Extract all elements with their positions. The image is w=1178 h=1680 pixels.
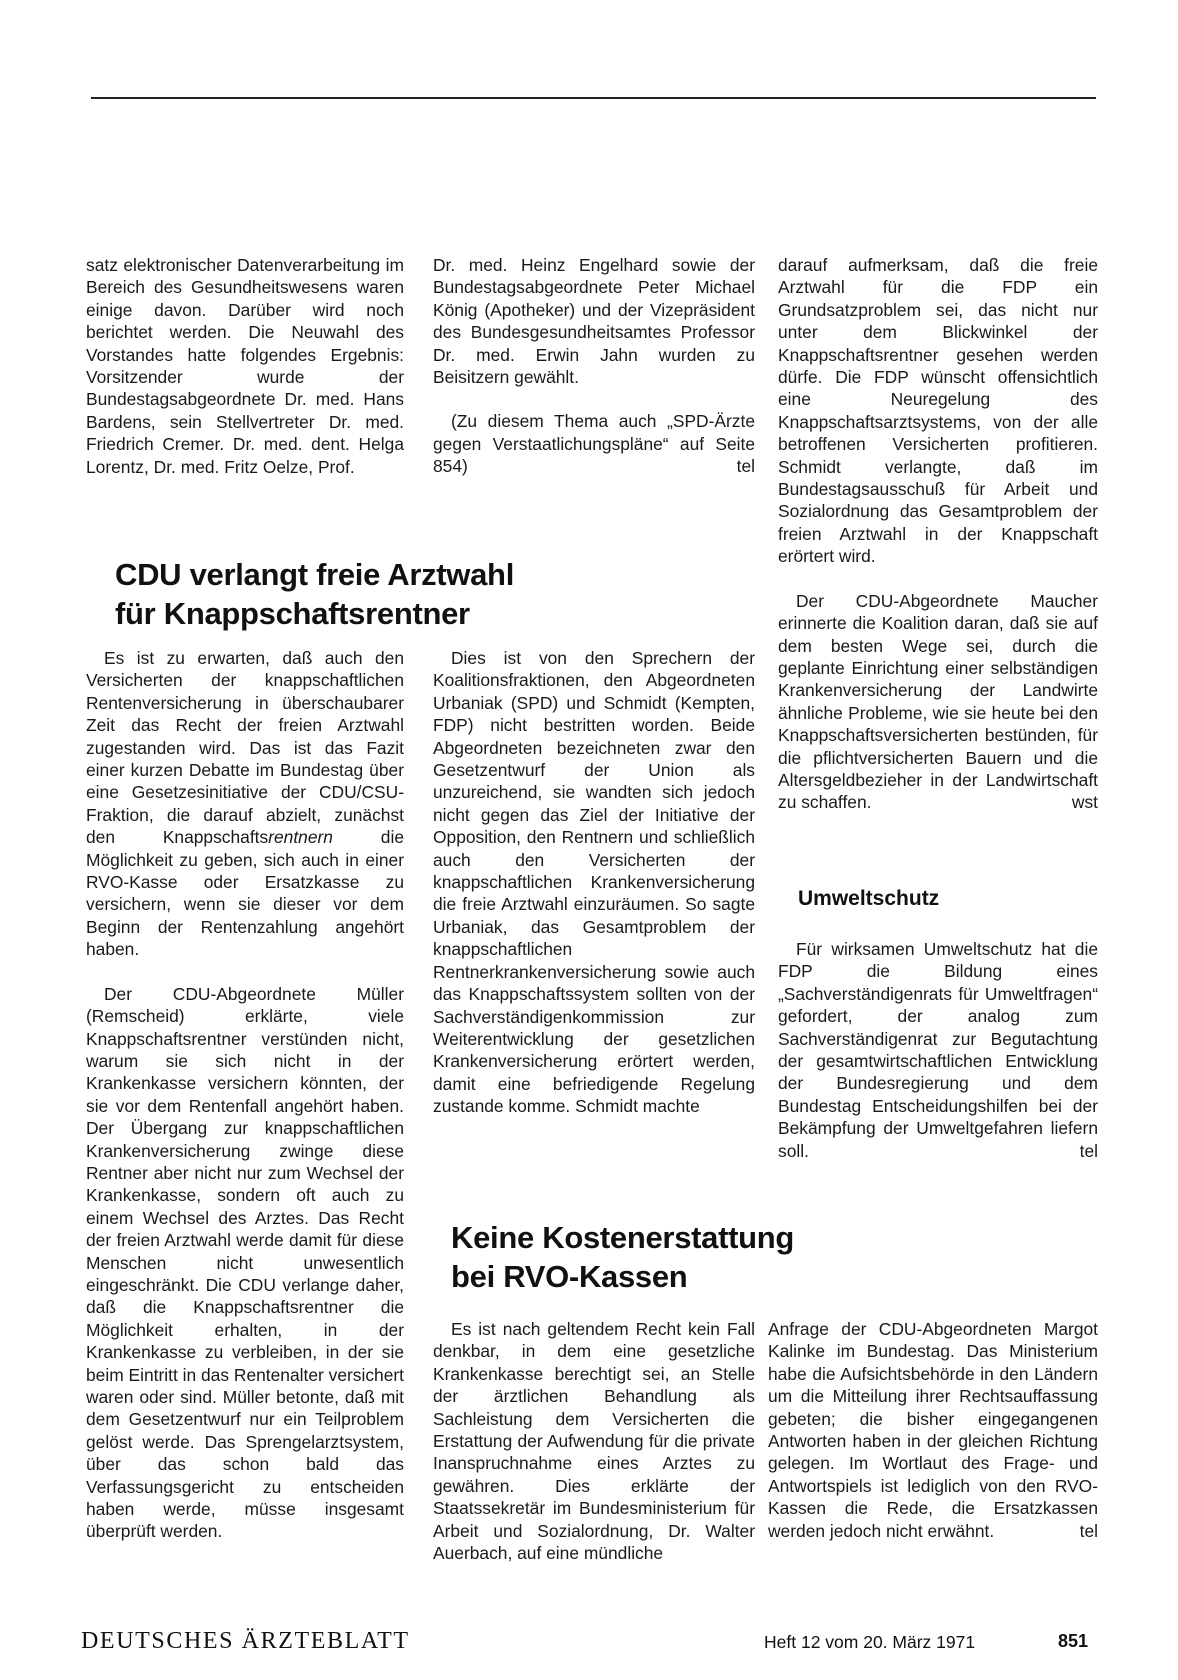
- article2-headline: CDU verlangt freie Arztwahl für Knappschaftsrentner: [115, 557, 515, 631]
- article2-column-2: [433, 647, 755, 1118]
- article2-col3-paragraph-1: darauf aufmerksam, daß die freie Arztwahl für die FDP ein Grundsatzproblem sei, das nicht nur unter dem Blickwinkel der Knappschaftsrentner gesehen werden dürfe. Die FDP wünscht offensichtlich eine Neuregelung des Knappschaftsarztsystems, von der alle betroffenen Versicherten profitieren. Schmidt verlangte, daß im Bundestagsausschuß für Arbeit und Sozialordnung das Gesamtproblem der freien Arztwahl in der Knappschaft erörtert wird.: [778, 255, 1098, 567]
- article4-col1-text: Es ist nach geltendem Recht kein Fall denkbar, in dem eine gesetzliche Krankenkasse berechtigt sei, an Stelle der ärztlichen Behandlung als Sachleistung dem Versicherten die Erstattung der Aufwendung für die private Inanspruchnahme eines Arztes zu gewähren. Dies erklärte der Staatssekretär im Bundesministerium für Arbeit und Sozialordnung, Dr. Walter Auerbach, auf eine mündliche: [433, 1319, 755, 1564]
- article4-col2-text: Anfrage der CDU-Abgeordneten Margot Kalinke im Bundestag. Das Ministerium habe die Aufsichtsbehörde in den Ländern um die Mitteilung ihrer Rechtsauffassung gebeten; die bisher eingegangenen Antworten haben in der gleichen Richtung gelegen. Im Wortlaut des Frage- und Antwortspiels ist lediglich von den RVO-Kassen die Rede, die Ersatzkassen werden jedoch nicht erwähnt. tel: [768, 1319, 1098, 1541]
- article4-column-1: [433, 1318, 755, 1564]
- journal-title: DEUTSCHES ÄRZTEBLATT: [81, 1628, 410, 1654]
- article1-col1-text: satz elektronischer Datenverarbeitung im Bereich des Gesundheitswesens waren einige davon. Darüber wird noch berichtet werden. Die Neuwahl des Vorstandes hatte folgendes Ergebnis: Vorsitzender wurde der Bundestagsabgeordnete Dr. med. Hans Bardens, sein Stellvertreter Dr. med. Friedrich Cremer. Dr. med. dent. Helga Lorentz, Dr. med. Fritz Oelze, Prof.: [86, 255, 404, 477]
- article1-crossref: [433, 410, 755, 477]
- article1-col2-text: Dr. med. Heinz Engelhard sowie der Bundestagsabgeordnete Peter Michael König (Apotheker) und der Vizepräsident des Bundesgesundheitsamtes Professor Dr. med. Erwin Jahn wurden zu Beisitzern gewählt.: [433, 255, 755, 388]
- article2-col3-paragraph-2: Der CDU-Abgeordnete Maucher erinnerte die Koalition daran, daß sie auf dem besten Wege sei, durch die geplante Einrichtung einer selbständigen Krankenversicherung der Landwirte ähnliche Probleme, wie sie heute bei den Knappschaftsversicherten bestünden, für die pflichtversicherten Bauern und die Altersgeldbezieher in der Landwirtschaft zu schaffen. wst: [778, 590, 1098, 813]
- issue-info: Heft 12 vom 20. März 1971: [764, 1632, 976, 1652]
- header-rule: [91, 97, 1096, 99]
- emphasis-text: rentnern: [268, 827, 333, 848]
- author-signature: tel: [1079, 1520, 1098, 1541]
- article3-text: Für wirksamen Umweltschutz hat die FDP die Bildung eines „Sachverständigenrats für Umweltfragen“ gefordert, der analog zum Sachverständigenrat zur Begutachtung der gesamtwirtschaftlichen Entwicklung der Bundesregierung und dem Bundestag Entscheidungshilfen bei der Bekämpfung der Umweltgefahren liefern soll. tel: [778, 939, 1098, 1161]
- article3-heading: Umweltschutz: [798, 887, 940, 910]
- article4-headline: Keine Kostenerstattung bei RVO-Kassen: [451, 1220, 795, 1294]
- article2-col2-paragraph: Dies ist von den Sprechern der Koalitionsfraktionen, den Abgeordneten Urbaniak (SPD) und Schmidt (Kempten, FDP) nicht bestritten worden. Beide Abgeordneten bezeichneten zwar den Gesetzentwurf der Union als unzureichend, sie wandten sich jedoch nicht gegen das Ziel der Initiative der Opposition, den Rentnern und schließlich auch den Versicherten der knappschaftlichen Krankenversicherung die freie Arztwahl einzuräumen. So sagte Urbaniak, das Gesamtproblem der knappschaftlichen Rentnerkrankenversicherung sowie auch das Knappschaftssystem sollten von der Sachverständigenkommission zur Weiterentwicklung der gesetzlichen Krankenversicherung erörtert werden, damit eine befriedigende Regelung zustande komme. Schmidt machte: [433, 648, 755, 1117]
- article2-col1-paragraph-2: Der CDU-Abgeordnete Müller (Remscheid) erklärte, viele Knappschaftsrentner verstünden nicht, warum sie sich nicht in der Krankenkasse versichern könnten, der sie vor dem Rentenfall angehört haben. Der Übergang zur knappschaftlichen Krankenversicherung zwinge diese Rentner aber nicht nur zum Wechsel der Krankenkasse, sondern oft auch zu einem Wechsel des Arztes. Das Recht der freien Arztwahl werde damit für diese Menschen nicht unwesentlich eingeschränkt. Die CDU verlange daher, daß die Knappschaftsrentner die Möglichkeit erhalten, in der Krankenkasse zu verbleiben, in der sie beim Eintritt in das Rentenalter versichert waren oder sind. Müller betonte, daß mit dem Gesetzentwurf nur ein Teilproblem gelöst werde. Das Sprengelarztsystem, über das schon bald das Verfassungsgericht zu entscheiden haben werde, müsse insgesamt überprüft werden.: [86, 983, 404, 1542]
- article2-column-1: [86, 647, 404, 1543]
- article3-column: [778, 938, 1098, 1162]
- author-signature: wst: [1071, 792, 1098, 813]
- crossref-text: (Zu diesem Thema auch „SPD-Ärzte gegen Verstaatlichungspläne“ auf Seite 854): [433, 411, 755, 477]
- article1-column-1: [86, 254, 404, 478]
- article2-column-3: [778, 254, 1098, 814]
- article4-column-2: [768, 1318, 1098, 1542]
- author-signature: tel: [736, 456, 755, 477]
- article1-column-2: [433, 254, 755, 478]
- author-signature: tel: [1079, 1140, 1098, 1161]
- article2-col1-paragraph-1: Es ist zu erwarten, daß auch den Versicherten der knappschaftlichen Rentenversicherung in überschaubarer Zeit das Recht der freien Arztwahl zugestanden wird. Das ist das Fazit einer kurzen Debatte im Bundestag über eine Gesetzesinitiative der CDU/CSU-Fraktion, die darauf abzielt, zunächst den Knappschaftsrentnern die Möglichkeit zu geben, sich auch in einer RVO-Kasse oder Ersatzkasse zu versichern, wenn sie dieser vor dem Beginn der Rentenzahlung angehört haben.: [86, 648, 404, 960]
- page-number: 851: [1058, 1631, 1089, 1651]
